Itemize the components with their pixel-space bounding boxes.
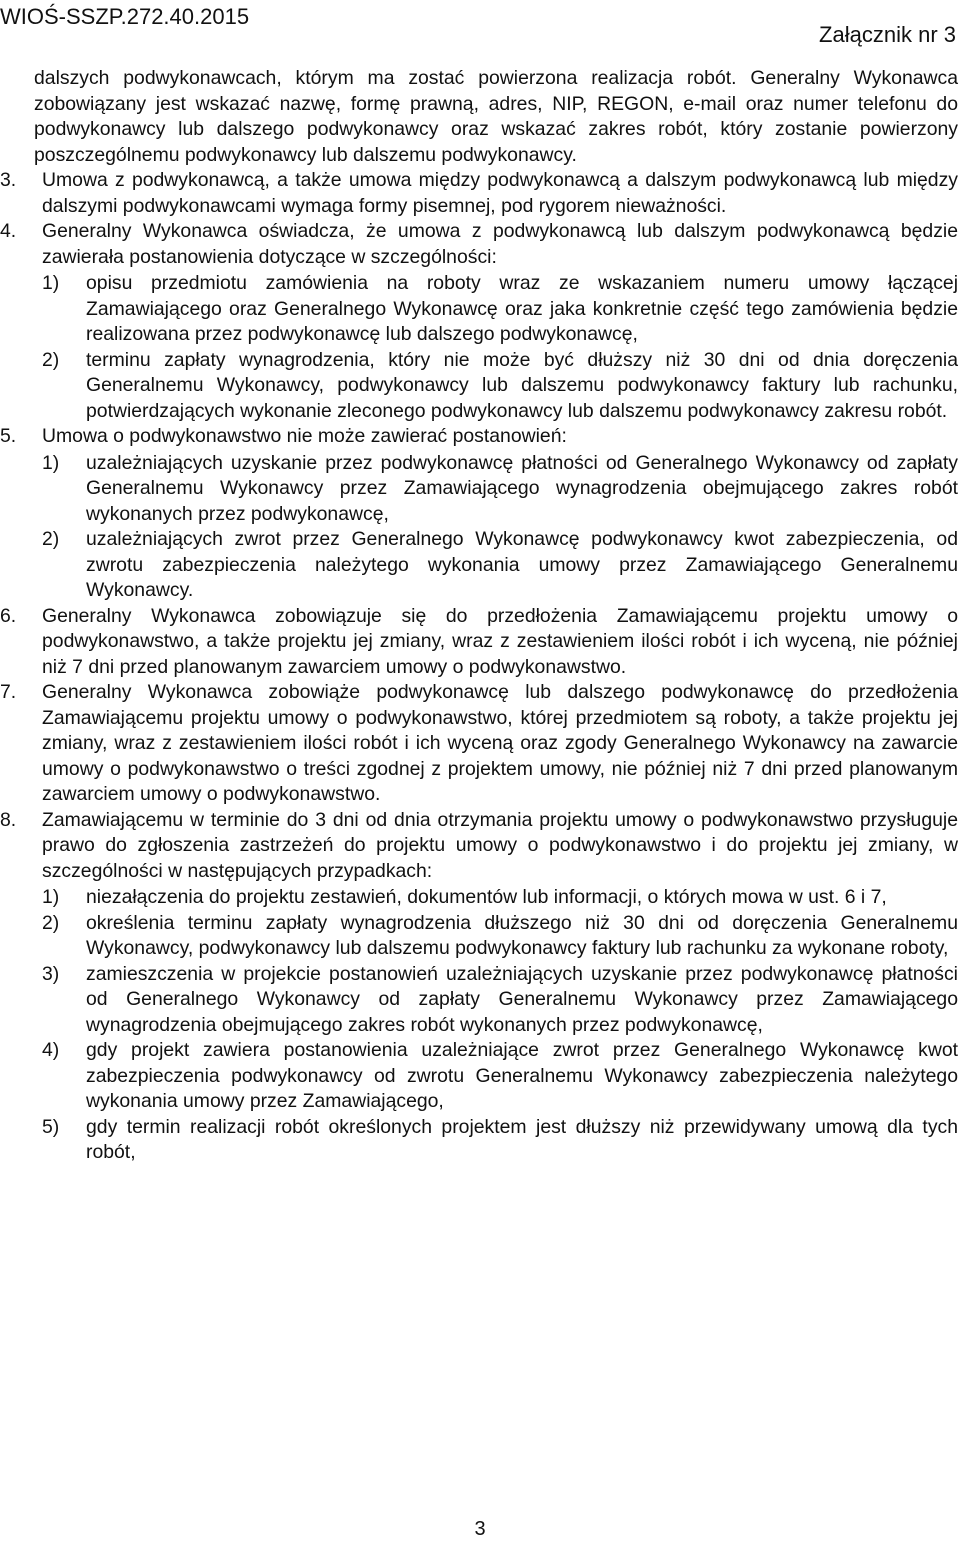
section-content <box>42 808 958 1166</box>
section-number: 8. <box>0 808 17 831</box>
subitem <box>42 1038 958 1115</box>
subitem-number: 4) <box>42 1039 60 1061</box>
subitem-number: 1) <box>42 451 60 474</box>
section-row <box>0 219 958 424</box>
subitem-list <box>42 885 958 1166</box>
subitem <box>42 527 958 604</box>
section-content <box>42 168 958 219</box>
subitem-text: określenia terminu zapłaty wynagrodzenia dłuższego niż 30 dni od doręczenia Generalnemu Wykonawcy, podwykonawcy lub dalszemu podwykonawcy faktury lub rachunku za wykonane roboty, <box>86 911 958 959</box>
subitem <box>42 885 958 911</box>
subitem <box>42 911 958 962</box>
continuation-paragraph: dalszych podwykonawcach, którym ma zostać powierzona realizacja robót. Generalny Wykonawca zobowiązany jest wskazać nazwę, formę prawną, adres, NIP, REGON, e-mail oraz numer telefonu do podwykonawcy lub dalszego podwykonawcy oraz wskazać zakres robót, który zostanie powierzony poszczególnemu podwykonawcy lub dalszemu podwykonawcy. <box>34 67 958 166</box>
section-number: 5. <box>0 425 17 447</box>
sections-list <box>0 168 958 1166</box>
section-item <box>0 424 958 604</box>
section-content <box>42 604 958 681</box>
section-row <box>0 168 958 219</box>
section-content <box>42 680 958 808</box>
section-row <box>0 604 958 681</box>
subitem-text: opisu przedmiotu zamówienia na roboty wraz ze wskazaniem numeru umowy łączącej Zamawiającego oraz Generalnego Wykonawcę oraz jaka konkretnie część tego zamówienia będzie realizowana przez podwykonawcę lub dalszego podwykonawcę, <box>86 272 958 345</box>
section-text: Umowa o podwykonawstwo nie może zawierać postanowień: <box>42 425 567 447</box>
subitem-number: 1) <box>42 886 60 908</box>
section-row <box>0 424 958 604</box>
subitem-text: zamieszczenia w projekcie postanowień uzależniających uzyskanie przez podwykonawcę płatności od Generalnego Wykonawcy od zapłaty Generalnemu Wykonawcy przez Zamawiającego wynagrodzenia obejmującego zakres robót wykonanych przez podwykonawcę, <box>86 962 958 1036</box>
subitem-text: uzależniających zwrot przez Generalnego Wykonawcę podwykonawcy kwot zabezpieczenia, od zwrotu zabezpieczenia należytego wykonania umowy przez Zamawiającego Generalnemu Wykonawcy. <box>86 528 958 601</box>
subitem-number: 2) <box>42 911 60 934</box>
document-reference: WIOŚ-SSZP.272.40.2015 <box>0 4 250 29</box>
subitem-list <box>42 451 958 604</box>
section-number: 4. <box>0 220 17 242</box>
section-number: 3. <box>0 169 17 191</box>
section-text: Generalny Wykonawca oświadcza, że umowa z podwykonawcą lub dalszym podwykonawcą będzie zawierała postanowienia dotyczące w szczególności: <box>42 220 958 268</box>
subitem-number: 1) <box>42 272 60 294</box>
subitem <box>42 271 958 348</box>
section-number: 6. <box>0 604 17 627</box>
subitem-number: 2) <box>42 528 60 550</box>
section-item <box>0 680 958 808</box>
section-text: Umowa z podwykonawcą, a także umowa między podwykonawcą a dalszym podwykonawcą lub między dalszymi podwykonawcami wymaga formy pisemnej, pod rygorem nieważności. <box>42 169 958 217</box>
page-number: 3 <box>474 1518 486 1540</box>
section-item <box>0 168 958 219</box>
subitem <box>42 348 958 425</box>
subitem <box>42 1115 958 1166</box>
section-item <box>0 219 958 424</box>
document-body <box>0 66 958 1166</box>
section-item <box>0 808 958 1166</box>
subitem-text: gdy projekt zawiera postanowienia uzależniające zwrot przez Generalnego Wykonawcę kwot zabezpieczenia podwykonawcy od zwrotu Generalnemu Wykonawcy zabezpieczenia należytego wykonania umowy przez Zamawiającego, <box>86 1039 958 1112</box>
attachment-label: Załącznik nr 3 <box>819 22 956 47</box>
subitem-text: uzależniających uzyskanie przez podwykonawcę płatności od Generalnego Wykonawcy od zapłaty Generalnemu Wykonawcy przez Zamawiającego wynagrodzenia obejmującego zakres robót wykonanych przez podwykonawcę, <box>86 451 958 525</box>
section-text: Generalny Wykonawca zobowiąże podwykonawcę lub dalszego podwykonawcę do przedłożenia Zamawiającemu projektu umowy o podwykonawstwo, której przedmiotem są roboty, a także projektu jej zmiany, wraz z zestawieniem ilości robót i ich wyceną oraz zgody Generalnego Wykonawcy na zawarcie umowy o podwykonawstwo o treści zgodnej z projektem umowy, nie później niż 7 dni przed planowanym zawarciem umowy o podwykonawstwo. <box>42 681 958 805</box>
subitem <box>42 962 958 1039</box>
subitem-number: 5) <box>42 1115 60 1138</box>
section-item <box>0 604 958 681</box>
subitem-number: 2) <box>42 348 60 371</box>
section-row <box>0 808 958 1166</box>
subitem-text: gdy termin realizacji robót określonych projektem jest dłuższy niż przewidywany umową dla tych robót, <box>86 1115 958 1163</box>
subitem-text: terminu zapłaty wynagrodzenia, który nie może być dłuższy niż 30 dni od dnia doręczenia Generalnemu Wykonawcy, podwykonawcy lub dalszemu podwykonawcy faktury lub rachunku, potwierdzających wykonanie zleconego podwykonawcy lub dalszemu podwykonawcy zakresu robót. <box>86 348 958 422</box>
section-text: Generalny Wykonawca zobowiązuje się do przedłożenia Zamawiającemu projektu umowy o podwykonawstwo, a także projektu jej zmiany, wraz z zestawieniem ilości robót i ich wyceną, nie później niż 7 dni przed planowanym zawarciem umowy o podwykonawstwo. <box>42 604 958 678</box>
section-content <box>42 424 958 604</box>
section-row <box>0 680 958 808</box>
subitem-number: 3) <box>42 962 60 985</box>
section-number: 7. <box>0 681 17 703</box>
subitem-text: niezałączenia do projektu zestawień, dokumentów lub informacji, o których mowa w ust. 6 i 7, <box>86 886 887 908</box>
page-header <box>0 0 960 60</box>
section-content <box>42 219 958 424</box>
section-text: Zamawiającemu w terminie do 3 dni od dnia otrzymania projektu umowy o podwykonawstwo przysługuje prawo do zgłoszenia zastrzeżeń do projektu umowy o podwykonawstwo i do projektu jej zmiany, w szczególności w następujących przypadkach: <box>42 808 958 882</box>
subitem-list <box>42 271 958 424</box>
subitem <box>42 451 958 528</box>
